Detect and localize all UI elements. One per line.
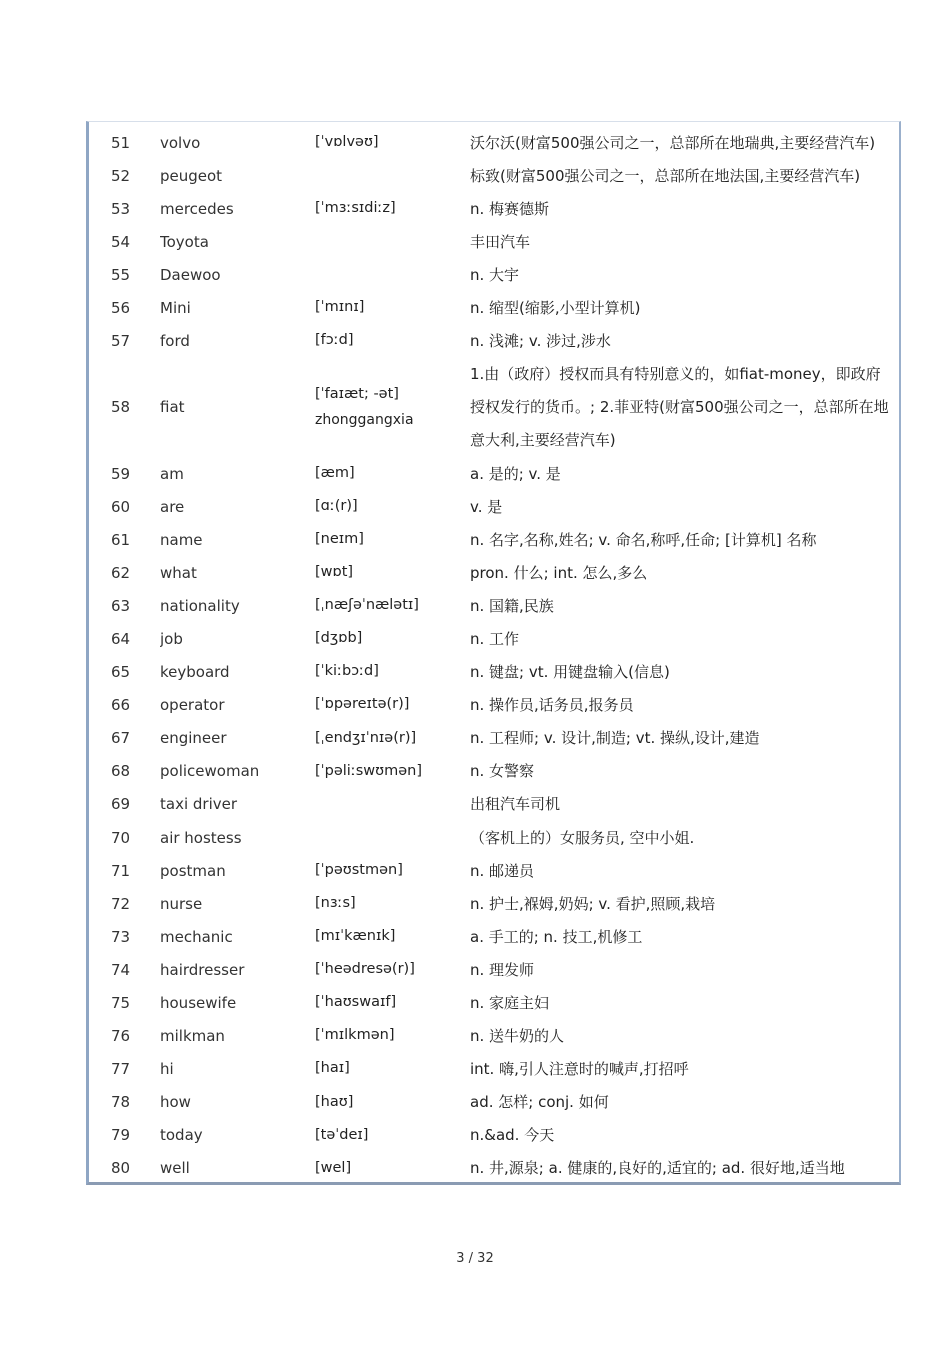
table-row xyxy=(89,755,899,788)
row-number: 73 xyxy=(111,927,131,946)
definition: n. 送牛奶的人 xyxy=(470,1027,565,1046)
vocab-word: housewife xyxy=(160,994,237,1012)
definition: v. 是 xyxy=(470,497,503,516)
table-row xyxy=(89,358,899,457)
vocabulary-table-frame xyxy=(86,121,901,1185)
vocab-word: mechanic xyxy=(160,927,233,946)
vocab-word: are xyxy=(160,497,185,516)
phonetic: [ˈpəʊstmən] xyxy=(315,861,403,878)
definition: 出租汽车司机 xyxy=(470,795,561,814)
row-number: 76 xyxy=(111,1027,131,1046)
vocab-word: Toyota xyxy=(160,232,209,251)
table-row xyxy=(89,490,899,523)
definition: n. 井,源泉; a. 健康的,良好的,适宜的; ad. 很好地,适当地 xyxy=(470,1159,845,1178)
row-number: 65 xyxy=(111,663,131,682)
phonetic: [mɪˈkænɪk] xyxy=(315,928,396,945)
vocab-word: ford xyxy=(160,332,190,351)
phonetic: [wel] xyxy=(315,1159,352,1176)
vocab-word: nationality xyxy=(160,596,240,615)
phonetic-note: zhonggangxia xyxy=(315,411,414,428)
phonetic: [ˈfaɪæt; -ət] xyxy=(315,386,399,403)
row-number: 69 xyxy=(111,795,131,814)
table-row xyxy=(89,821,899,854)
definition: 1.由（政府）授权而具有特别意义的，如fiat-money，即政府授权发行的货币。; 2.菲亚特(财富500强公司之一，总部所在地意大利,主要经营汽车) xyxy=(470,364,889,449)
row-number: 75 xyxy=(111,994,131,1012)
phonetic: [ˈhaʊswaɪf] xyxy=(315,994,397,1011)
definition: n. 名字,名称,姓名; v. 命名,称呼,任命; [计算机] 名称 xyxy=(470,530,817,549)
table-row xyxy=(89,689,899,722)
definition: n. 缩型(缩影,小型计算机) xyxy=(470,299,641,318)
phonetic: [nɜːs] xyxy=(315,895,356,912)
definition: pron. 什么; int. 怎么,多么 xyxy=(470,563,648,582)
definition: n. 梅赛德斯 xyxy=(470,199,550,218)
vocab-word: hairdresser xyxy=(160,960,245,979)
table-row xyxy=(89,887,899,920)
vocab-word: job xyxy=(160,629,183,648)
row-number: 72 xyxy=(111,894,131,913)
table-row xyxy=(89,225,899,258)
phonetic-cell xyxy=(315,358,465,457)
row-number: 80 xyxy=(111,1159,131,1178)
table-row xyxy=(89,258,899,291)
row-number: 57 xyxy=(111,332,131,351)
vocab-word: milkman xyxy=(160,1027,225,1046)
phonetic: [dʒɒb] xyxy=(315,630,363,647)
table-row xyxy=(89,1020,899,1053)
table-row xyxy=(89,325,899,358)
table-row xyxy=(89,622,899,655)
definition: n. 护士,褓姆,奶妈; v. 看护,照顾,栽培 xyxy=(470,894,716,913)
phonetic: [æm] xyxy=(315,464,355,481)
row-number: 79 xyxy=(111,1126,131,1145)
row-number: 55 xyxy=(111,265,131,284)
vocab-word: engineer xyxy=(160,729,227,748)
definition: a. 是的; v. 是 xyxy=(470,464,561,483)
row-number: 53 xyxy=(111,199,131,218)
row-number: 56 xyxy=(111,299,131,318)
phonetic xyxy=(315,159,465,192)
phonetic: [ˈmɪlkmən] xyxy=(315,1027,395,1044)
row-number: 62 xyxy=(111,563,131,582)
phonetic: [ˌendʒɪˈnɪə(r)] xyxy=(315,729,417,746)
table-row xyxy=(89,192,899,225)
table-row xyxy=(89,159,899,192)
row-number: 74 xyxy=(111,960,131,979)
definition: n. 键盘; vt. 用键盘输入(信息) xyxy=(470,663,670,682)
table-row xyxy=(89,788,899,821)
row-number: 60 xyxy=(111,497,131,516)
table-row xyxy=(89,1119,899,1152)
definition: n. 女警察 xyxy=(470,762,535,781)
vocab-word: what xyxy=(160,563,197,582)
row-number: 52 xyxy=(111,166,131,185)
phonetic: [ˈheədresə(r)] xyxy=(315,961,415,978)
phonetic xyxy=(315,821,465,854)
phonetic: [ˈmɪnɪ] xyxy=(315,299,365,316)
vocab-word: keyboard xyxy=(160,663,230,682)
vocab-word: policewoman xyxy=(160,762,260,781)
vocab-word: peugeot xyxy=(160,166,223,185)
table-row xyxy=(89,556,899,589)
page-number: 3 / 32 xyxy=(456,1251,494,1266)
phonetic: [ˈvɒlvəʊ] xyxy=(315,133,379,150)
vocab-word: mercedes xyxy=(160,199,234,218)
vocab-word: well xyxy=(160,1159,190,1178)
phonetic: [ˈɒpəreɪtə(r)] xyxy=(315,696,410,713)
definition: int. 嗨,引人注意时的喊声,打招呼 xyxy=(470,1060,689,1079)
vocab-word: taxi driver xyxy=(160,795,238,814)
table-row xyxy=(89,589,899,622)
table-row xyxy=(89,126,899,159)
phonetic: [ɑː(r)] xyxy=(315,497,358,514)
table-row xyxy=(89,722,899,755)
phonetic: [təˈdeɪ] xyxy=(315,1126,369,1143)
table-row xyxy=(89,920,899,953)
phonetic: [fɔːd] xyxy=(315,332,354,349)
row-number: 61 xyxy=(111,530,131,549)
row-number: 67 xyxy=(111,729,131,748)
row-number: 59 xyxy=(111,464,131,483)
table-row xyxy=(89,854,899,887)
vocab-word: how xyxy=(160,1093,191,1112)
row-number: 51 xyxy=(111,133,131,152)
table-row xyxy=(89,656,899,689)
table-row xyxy=(89,1152,899,1185)
phonetic: [ˈpəliːswʊmən] xyxy=(315,762,422,779)
table-row xyxy=(89,986,899,1019)
row-number: 58 xyxy=(111,398,131,417)
definition: n. 邮递员 xyxy=(470,861,535,880)
row-number: 54 xyxy=(111,232,131,251)
table-row xyxy=(89,457,899,490)
vocab-word: postman xyxy=(160,861,226,880)
vocab-word: volvo xyxy=(160,133,201,152)
definition: 标致(财富500强公司之一，总部所在地法国,主要经营汽车) xyxy=(470,166,861,185)
definition: n. 大宇 xyxy=(470,265,520,284)
row-number: 70 xyxy=(111,828,131,847)
definition: 沃尔沃(财富500强公司之一，总部所在地瑞典,主要经营汽车) xyxy=(470,133,876,152)
vocab-word: nurse xyxy=(160,894,203,913)
phonetic: [wɒt] xyxy=(315,564,354,581)
vocab-word: Daewoo xyxy=(160,265,221,284)
definition: n. 家庭主妇 xyxy=(470,994,550,1012)
row-number: 64 xyxy=(111,629,131,648)
table-row xyxy=(89,1053,899,1086)
definition: n. 工作 xyxy=(470,629,520,648)
table-row xyxy=(89,953,899,986)
vocab-word: Mini xyxy=(160,299,191,318)
row-number: 77 xyxy=(111,1060,131,1079)
definition: n.&ad. 今天 xyxy=(470,1126,555,1145)
vocab-word: operator xyxy=(160,696,225,715)
row-number: 68 xyxy=(111,762,131,781)
row-number: 78 xyxy=(111,1093,131,1112)
definition: ad. 怎样; conj. 如何 xyxy=(470,1093,609,1112)
phonetic xyxy=(315,225,465,258)
definition: （客机上的）女服务员, 空中小姐. xyxy=(470,828,695,847)
phonetic: [haɪ] xyxy=(315,1060,350,1077)
phonetic: [neɪm] xyxy=(315,530,364,547)
definition: a. 手工的; n. 技工,机修工 xyxy=(470,927,643,946)
phonetic: [ˈmɜːsɪdiːz] xyxy=(315,200,396,217)
phonetic xyxy=(315,788,465,821)
vocab-word: name xyxy=(160,530,203,549)
row-number: 63 xyxy=(111,596,131,615)
definition: 丰田汽车 xyxy=(470,232,531,251)
row-number: 66 xyxy=(111,696,131,715)
table-row xyxy=(89,1086,899,1119)
definition: n. 工程师; v. 设计,制造; vt. 操纵,设计,建造 xyxy=(470,729,760,748)
vocab-word: air hostess xyxy=(160,828,242,847)
definition: n. 理发师 xyxy=(470,960,535,979)
phonetic: [haʊ] xyxy=(315,1093,354,1110)
vocabulary-table xyxy=(89,126,899,1185)
table-row xyxy=(89,523,899,556)
vocab-word: fiat xyxy=(160,398,185,417)
table-row xyxy=(89,291,899,324)
row-number: 71 xyxy=(111,861,131,880)
phonetic xyxy=(315,258,465,291)
vocab-word: hi xyxy=(160,1060,174,1079)
phonetic: [ˈkiːbɔːd] xyxy=(315,663,379,680)
definition: n. 浅滩; v. 涉过,涉水 xyxy=(470,332,611,351)
vocab-word: today xyxy=(160,1126,203,1145)
vocab-word: am xyxy=(160,464,184,483)
definition: n. 操作员,话务员,报务员 xyxy=(470,696,634,715)
definition: n. 国籍,民族 xyxy=(470,596,554,615)
phonetic: [ˌnæʃəˈnælətɪ] xyxy=(315,597,419,614)
